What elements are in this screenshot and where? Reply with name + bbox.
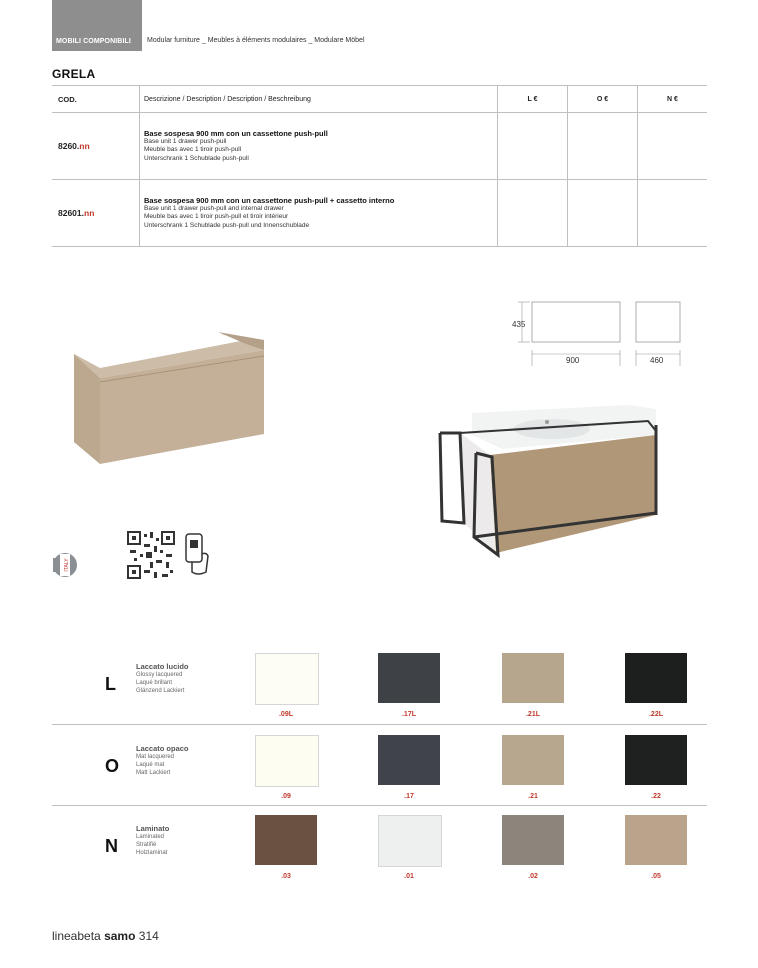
price-o (568, 113, 638, 180)
col-description: Descrizione / Description / Description / Beschreibung (140, 86, 498, 113)
price-n (638, 180, 708, 247)
price-n (638, 113, 708, 180)
footer-brand-prefix: lineabeta (52, 929, 101, 943)
section-label: MOBILI COMPONIBILI (56, 38, 131, 45)
finish-swatch (378, 653, 440, 703)
product-table (52, 85, 707, 247)
finish-code: .22L (648, 711, 663, 718)
italy-badge-icon (52, 552, 78, 578)
finish-code: .17L (401, 711, 416, 718)
qr-code-icon (126, 530, 176, 580)
finish-swatch (378, 815, 442, 867)
smartphone-scan-icon (184, 532, 210, 576)
finish-code: .21 (528, 793, 538, 800)
col-code: COD. (52, 86, 140, 113)
finish-swatch (502, 735, 564, 785)
col-l: L € (498, 86, 568, 113)
finish-code: .03 (281, 873, 291, 880)
price-l (498, 180, 568, 247)
finish-swatch (255, 735, 319, 787)
page-footer (52, 929, 159, 943)
finish-swatch (625, 735, 687, 785)
dim-width: 900 (566, 356, 580, 365)
finish-description: Laccato opaco Mat lacquered Laqué mat Matt Lackiert (136, 744, 189, 776)
base-unit-image (70, 330, 270, 470)
col-n: N € (638, 86, 708, 113)
table-row (52, 180, 707, 247)
footer-brand: samo (104, 929, 136, 943)
italy-badge-text: ITALY (64, 558, 70, 572)
row-description: Base sospesa 900 mm con un cassettone push-pull Base unit 1 drawer push-pull Meuble bas avec 1 tiroir push-pull Unterschrank 1 Schublade push-pull (140, 113, 498, 180)
finish-code: .22 (651, 793, 661, 800)
price-l (498, 113, 568, 180)
finish-description: Laminato Laminated Stratifié Holzlaminat (136, 824, 170, 856)
finish-code: .17 (404, 793, 414, 800)
finish-swatch (502, 815, 564, 865)
finish-code: .21L (525, 711, 540, 718)
finish-swatch (255, 815, 317, 865)
row-code: 82601.nn (52, 180, 140, 247)
finish-swatch (255, 653, 319, 705)
dim-depth: 460 (650, 356, 664, 365)
row-description: Base sospesa 900 mm con un cassettone push-pull + cassetto interno Base unit 1 drawer push-pull and internal drawer Meuble bas avec 1 tiroir push-pull et tiroir intérieur Unterschrank 1 Schublade push-pull und Innenschublade (140, 180, 498, 247)
finish-swatch (378, 735, 440, 785)
finish-code: .05 (651, 873, 661, 880)
table-header-row (52, 86, 707, 113)
price-o (568, 180, 638, 247)
col-o: O € (568, 86, 638, 113)
finish-description: Laccato lucido Glossy lacquered Laqué brillant Glänzend Lackiert (136, 662, 189, 694)
finish-letter: O (105, 756, 120, 776)
table-row (52, 113, 707, 180)
finish-code: .01 (404, 873, 414, 880)
finish-swatch (625, 653, 687, 703)
vanity-image (412, 405, 662, 565)
page-title: GRELA (52, 67, 96, 81)
finish-code: .09 (281, 793, 291, 800)
row-code: 8260.nn (52, 113, 140, 180)
finish-code: .02 (528, 873, 538, 880)
finish-letter: L (105, 674, 116, 694)
dim-height: 435 (512, 320, 526, 329)
divider (52, 805, 707, 806)
finish-swatch (625, 815, 687, 865)
finish-swatch (502, 653, 564, 703)
finish-code: .09L (278, 711, 293, 718)
page-number: 314 (138, 929, 159, 943)
divider (52, 724, 707, 725)
section-subtitle: Modular furniture _ Meubles à éléments modulaires _ Modulare Möbel (147, 37, 365, 44)
finish-letter: N (105, 836, 118, 856)
section-tab (52, 0, 142, 51)
